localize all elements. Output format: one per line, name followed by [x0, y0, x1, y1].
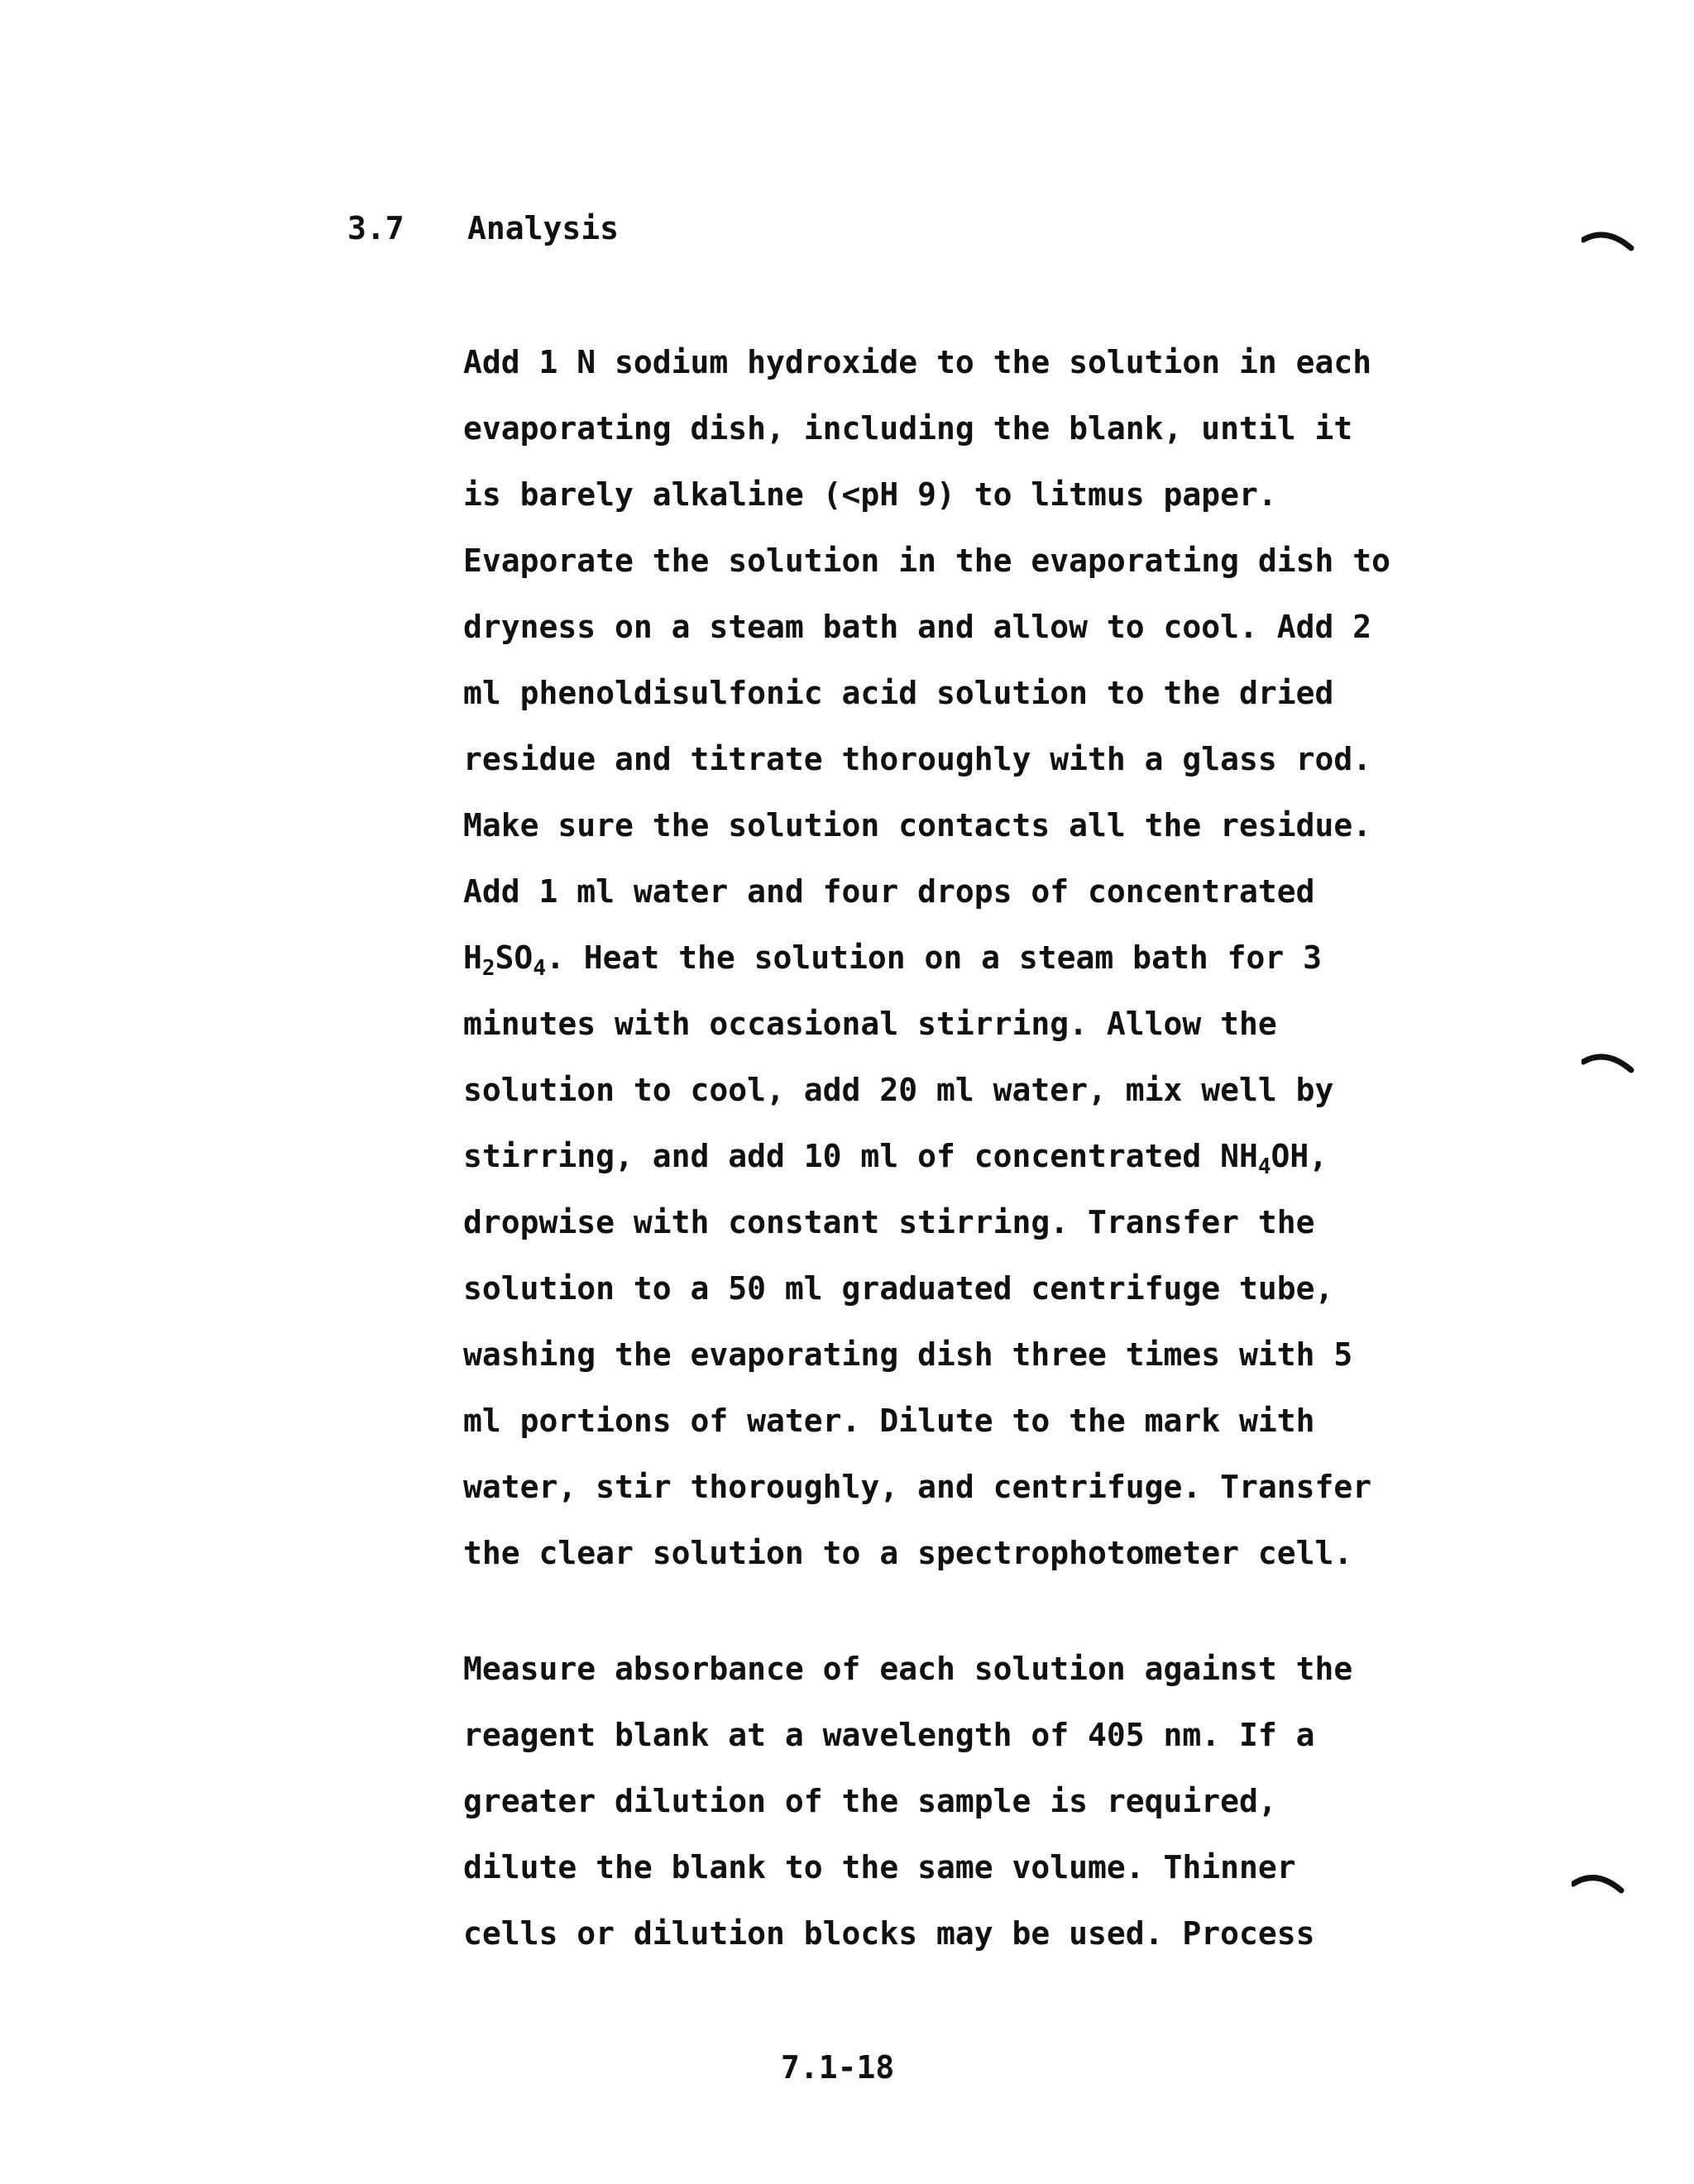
text-line: Measure absorbance of each solution against the: [463, 1651, 1353, 1687]
binder-hole-mark: [1572, 1871, 1625, 1894]
binder-hole-mark: [1582, 1050, 1634, 1073]
formula-part: OH,: [1270, 1138, 1328, 1174]
text-line-formula-h2so4: [463, 925, 1497, 991]
section-number: 3.7: [347, 210, 404, 246]
text-line: Add 1 ml water and four drops of concentrated: [463, 873, 1315, 910]
text-line: ml phenoldisulfonic acid solution to the dried: [463, 675, 1334, 711]
text-line: dropwise with constant stirring. Transfer the: [463, 1204, 1315, 1240]
text-line: is barely alkaline (<pH 9) to litmus paper.: [463, 476, 1277, 513]
text-line: greater dilution of the sample is required,: [463, 1783, 1277, 1819]
text-line: Evaporate the solution in the evaporating dish to: [463, 542, 1391, 579]
text-line: dryness on a steam bath and allow to cool. Add 2: [463, 609, 1372, 645]
text-line: residue and titrate thoroughly with a glass rod.: [463, 741, 1372, 777]
text-line: cells or dilution blocks may be used. Process: [463, 1915, 1315, 1952]
formula-subscript: 4: [1257, 1154, 1271, 1179]
section-title: Analysis: [467, 210, 620, 246]
text-line: Make sure the solution contacts all the residue.: [463, 807, 1372, 843]
text-before-formula: stirring, and add 10 ml of concentrated NH: [463, 1138, 1258, 1174]
text-line: Add 1 N sodium hydroxide to the solution in each: [463, 344, 1372, 380]
text-line: the clear solution to a spectrophotometer cell.: [463, 1535, 1353, 1571]
section-heading: [347, 203, 619, 253]
formula-part: H: [463, 939, 482, 976]
page-number: 7.1-18: [781, 2049, 895, 2086]
text-line-formula-nh4oh: [463, 1123, 1497, 1189]
paragraph-measurement: [463, 1636, 1497, 1967]
text-line: minutes with occasional stirring. Allow the: [463, 1006, 1277, 1042]
text-line: water, stir thoroughly, and centrifuge. Transfer: [463, 1469, 1372, 1505]
text-after-formula: . Heat the solution on a steam bath for 3: [545, 939, 1322, 976]
formula-part: SO: [495, 939, 534, 976]
text-line: dilute the blank to the same volume. Thinner: [463, 1849, 1296, 1885]
binder-hole-mark: [1582, 228, 1634, 251]
text-line: ml portions of water. Dilute to the mark with: [463, 1403, 1315, 1439]
formula-subscript: 2: [481, 956, 495, 981]
text-line: solution to a 50 ml graduated centrifuge tube,: [463, 1270, 1334, 1307]
text-line: solution to cool, add 20 ml water, mix well by: [463, 1072, 1334, 1108]
text-line: washing the evaporating dish three times with 5: [463, 1336, 1353, 1373]
text-line: reagent blank at a wavelength of 405 nm. If a: [463, 1717, 1315, 1753]
text-line: evaporating dish, including the blank, until it: [463, 410, 1353, 447]
paragraph-procedure: [463, 329, 1497, 1586]
formula-subscript: 4: [533, 956, 546, 981]
